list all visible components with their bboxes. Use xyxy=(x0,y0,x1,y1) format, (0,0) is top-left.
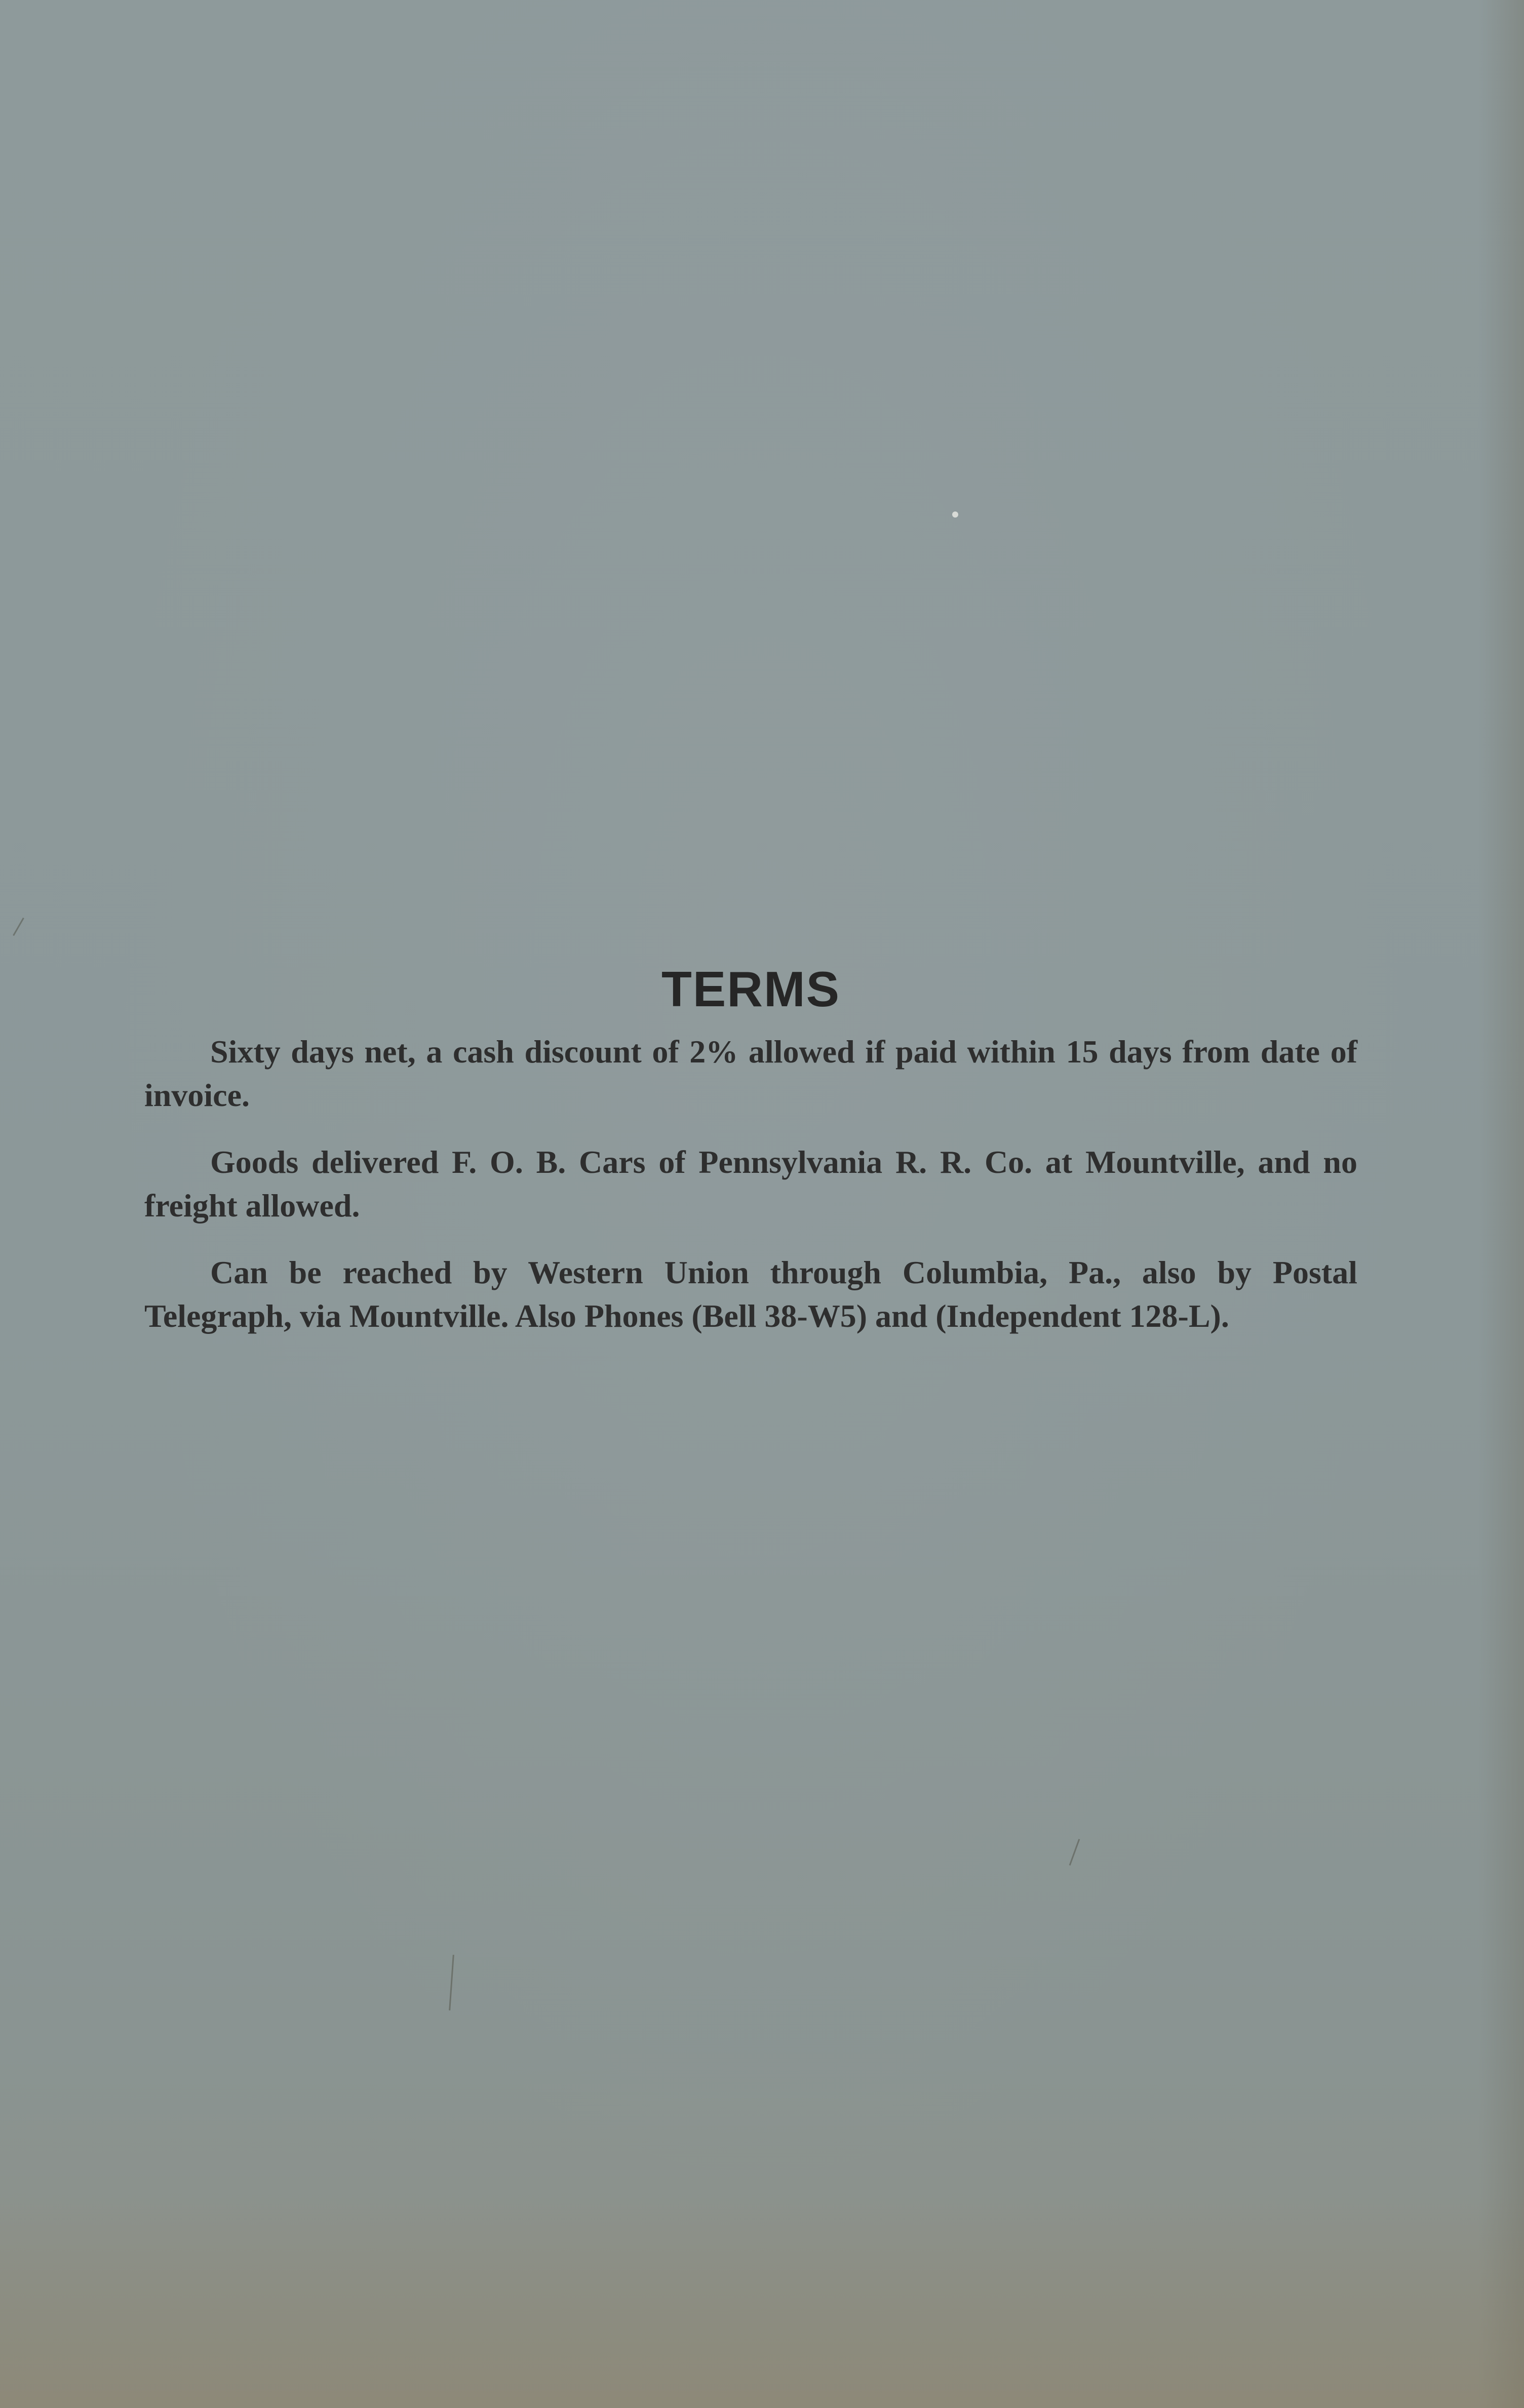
terms-section xyxy=(144,962,1357,1361)
paper-fiber-mark xyxy=(449,1955,454,2010)
terms-delivery-paragraph: Goods delivered F. O. B. Cars of Pennsylvania R. R. Co. at Mountville, and no freight allowed. xyxy=(144,1143,1357,1223)
terms-contact-paragraph: Can be reached by Western Union through Columbia, Pa., also by Postal Telegraph, via Mountville. Also Phones (Bell 38-W5) and (Independent 128-L). xyxy=(144,1254,1357,1334)
paper-bottom-discoloration xyxy=(0,2195,1524,2408)
paper-fiber-mark xyxy=(952,511,958,518)
paper-fiber-mark xyxy=(13,918,24,936)
paper-edge-shadow xyxy=(1478,0,1524,2408)
paper-fiber-mark xyxy=(1069,1839,1080,1866)
terms-payment-paragraph: Sixty days net, a cash discount of 2% allowed if paid within 15 days from date of invoice. xyxy=(144,1033,1357,1113)
terms-heading: TERMS xyxy=(661,961,840,1017)
